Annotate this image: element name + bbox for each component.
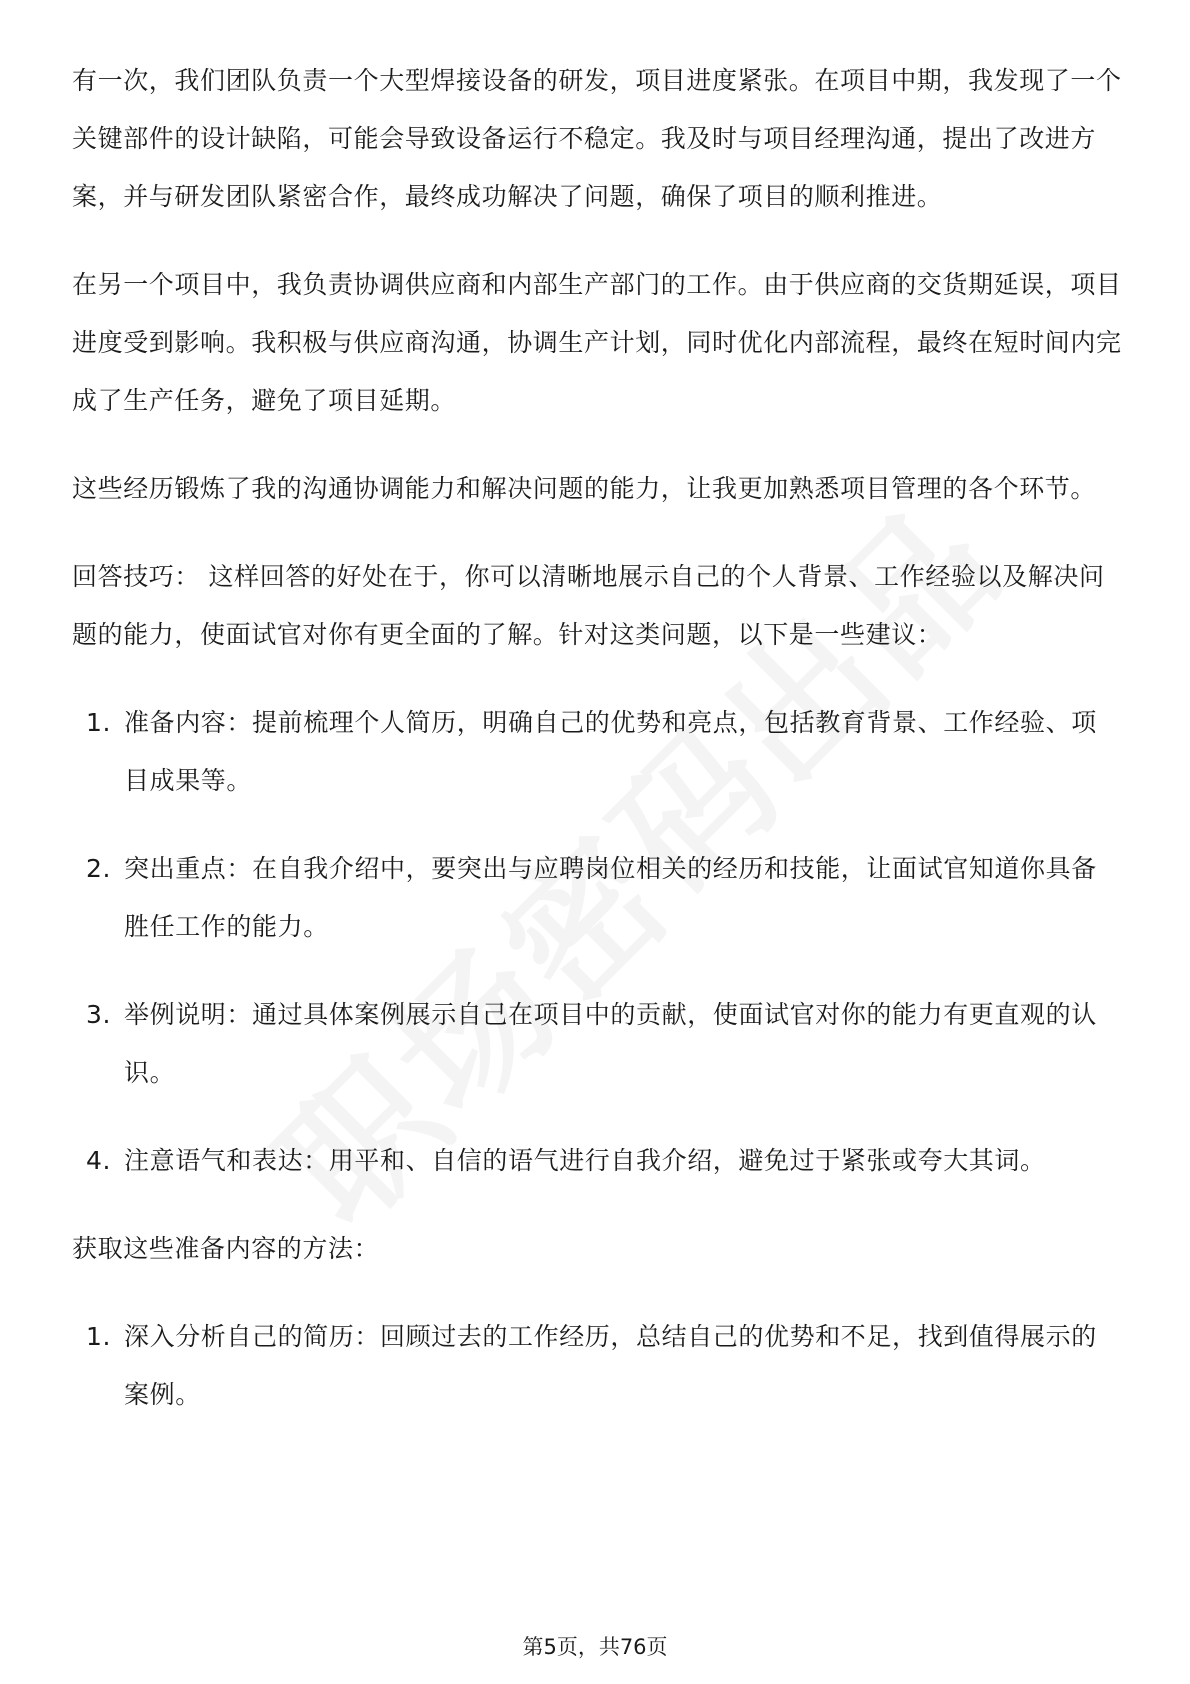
list-item (72, 1132, 1122, 1190)
document-body (72, 52, 1122, 1454)
list-item (72, 840, 1122, 956)
list-item-text: 突出重点：在自我介绍中，要突出与应聘岗位相关的经历和技能，让面试官知道你具备胜任工作的能力。 (124, 854, 1097, 941)
list-item-number: 1. (86, 1322, 112, 1351)
list-item-number: 4. (86, 1146, 112, 1175)
list-item-number: 1. (86, 708, 112, 737)
list-item-text: 注意语气和表达：用平和、自信的语气进行自我介绍，避免过于紧张或夸大其词。 (124, 1146, 1046, 1175)
paragraph-project-experience-1: 有一次，我们团队负责一个大型焊接设备的研发，项目进度紧张。在项目中期，我发现了一个关键部件的设计缺陷，可能会导致设备运行不稳定。我及时与项目经理沟通，提出了改进方案，并与研发团队紧密合作，最终成功解决了问题，确保了项目的顺利推进。 (72, 66, 1122, 211)
suggestions-list (72, 694, 1122, 1190)
list-item-text: 准备内容：提前梳理个人简历，明确自己的优势和亮点，包括教育背景、工作经验、项目成果等。 (124, 708, 1097, 795)
methods-heading: 获取这些准备内容的方法： (72, 1234, 380, 1263)
paragraph-answer-tips: 回答技巧： 这样回答的好处在于，你可以清晰地展示自己的个人背景、工作经验以及解决问题的能力，使面试官对你有更全面的了解。针对这类问题，以下是一些建议： (72, 562, 1105, 649)
paragraph-project-experience-2: 在另一个项目中，我负责协调供应商和内部生产部门的工作。由于供应商的交货期延误，项目进度受到影响。我积极与供应商沟通，协调生产计划，同时优化内部流程，最终在短时间内完成了生产任务，避免了项目延期。 (72, 270, 1122, 415)
list-item-text: 举例说明：通过具体案例展示自己在项目中的贡献，使面试官对你的能力有更直观的认识。 (124, 1000, 1097, 1087)
list-item-number: 3. (86, 1000, 112, 1029)
list-item (72, 986, 1122, 1102)
paragraph-experience-summary: 这些经历锻炼了我的沟通协调能力和解决问题的能力，让我更加熟悉项目管理的各个环节。 (72, 474, 1097, 503)
list-item-text: 深入分析自己的简历：回顾过去的工作经历，总结自己的优势和不足，找到值得展示的案例。 (124, 1322, 1097, 1409)
list-item (72, 1308, 1122, 1424)
methods-list (72, 1308, 1122, 1424)
page-footer: 第5页，共76页 (522, 1635, 668, 1659)
list-item-number: 2. (86, 854, 112, 883)
list-item (72, 694, 1122, 810)
